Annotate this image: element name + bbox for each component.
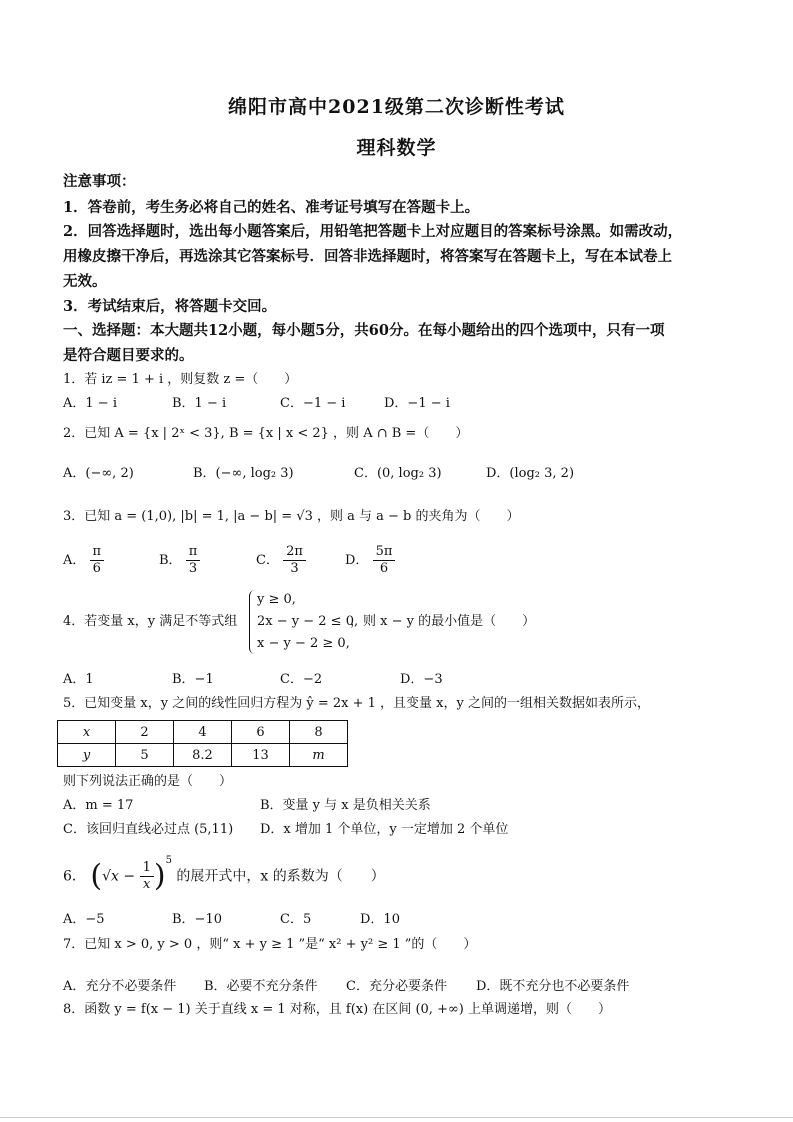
q4-option-a: A．1 <box>63 672 94 687</box>
data-table <box>57 720 348 767</box>
q2-option-d: D．(log₂ 3, 2) <box>486 466 575 481</box>
question-8-stem: 8．函数 y = f(x − 1) 关于直线 x = 1 对称，且 f(x) 在区间 (0, +∞) 上单调递增，则（ ） <box>63 1002 611 1017</box>
q3-option-d <box>345 544 395 577</box>
q5-option-c: C．该回归直线必过点 (5,11) <box>63 822 234 837</box>
q3-option-a-fraction: $\frac{\pi}{6}$ <box>90 544 105 577</box>
q4-constraint-3: x − y − 2 ≥ 0, <box>257 636 350 651</box>
section-heading: 一、选择题：本大题共12小题，每小题5分，共60分。在每小题给出的四个选项中，只有一项 <box>63 322 665 339</box>
question-2-stem: 2．已知 A = {x | 2ˣ < 3}, B = {x | x < 2} ，则 A ∩ B =（ ） <box>63 426 469 441</box>
q3-option-d-label: D． <box>345 553 369 568</box>
q3-option-c-fraction: $\frac{2\pi}{3}$ <box>283 544 306 577</box>
q6-fraction: $\frac{1}{x}$ <box>140 860 154 893</box>
q3-option-a-label: A． <box>63 553 86 568</box>
q4-option-b: B．−1 <box>172 672 214 687</box>
q4-option-c: C．−2 <box>280 672 323 687</box>
q6-option-a: A．−5 <box>63 912 105 927</box>
exam-subject: 理科数学 <box>356 137 437 159</box>
question-1-stem: 1．若 iz = 1 + i ，则复数 z =（ ） <box>63 372 298 387</box>
notice-item: 1．答卷前，考生务必将自己的姓名、准考证号填写在答题卡上。 <box>63 199 480 216</box>
q6-option-d: D．10 <box>360 912 400 927</box>
q6-label: 6． <box>63 868 86 885</box>
q2-option-c: C．(0, log₂ 3) <box>354 466 442 481</box>
q7-option-c: C．充分必要条件 <box>346 979 447 994</box>
notice-item: 用橡皮擦干净后，再选涂其它答案标号．回答非选择题时，将答案写在答题卡上，写在本试卷上 <box>63 248 672 265</box>
q3-option-b-label: B． <box>159 553 182 568</box>
question-6-stem: 6． (√x − $\frac{1}{x}$ )$^5$ 的展开式中，x 的系数为（ ） <box>63 854 385 894</box>
q7-option-a: A．充分不必要条件 <box>63 979 177 994</box>
q6-option-b: B．−10 <box>172 912 222 927</box>
q1-option-a: A．1 − i <box>63 396 117 411</box>
q1-option-d: D．−1 − i <box>384 396 450 411</box>
q5-option-d: D．x 增加 1 个单位，y 一定增加 2 个单位 <box>260 822 509 837</box>
q3-option-b <box>159 544 200 577</box>
table-cell: 6 <box>232 721 290 744</box>
table-row <box>58 744 348 767</box>
q3-option-d-fraction: $\frac{5\pi}{6}$ <box>373 544 396 577</box>
q5-option-a: A．m = 17 <box>63 798 134 813</box>
table-cell: x <box>58 721 116 744</box>
question-5-prompt: 则下列说法正确的是（ ） <box>63 774 233 789</box>
q1-option-c: C．−1 − i <box>280 396 346 411</box>
question-5-stem: 5．已知变量 x，y 之间的线性回归方程为 ŷ = 2x + 1 ，且变量 x，y 之间的一组相关数据如表所示， <box>63 696 650 711</box>
q7-option-b: B．必要不充分条件 <box>204 979 318 994</box>
question-7-stem: 7．已知 x > 0, y > 0 ，则“ x + y ≥ 1 ”是“ x² + y² ≥ 1 ”的（ ） <box>63 937 477 952</box>
section-heading-cont: 是符合题目要求的。 <box>63 347 194 364</box>
q1-option-b: B．1 − i <box>172 396 227 411</box>
q5-option-b: B．变量 y 与 x 是负相关关系 <box>260 798 431 813</box>
table-cell: 8.2 <box>174 744 232 767</box>
q2-option-a: A．(−∞, 2) <box>63 466 134 481</box>
notice-heading: 注意事项： <box>63 173 136 190</box>
question-4-stem-pre: 4．若变量 x，y 满足不等式组 <box>63 614 238 629</box>
notice-item: 2．回答选择题时，选出每小题答案后，用铅笔把答题卡上对应题目的答案标号涂黑。如需改动， <box>63 223 683 240</box>
page-bottom-rule <box>0 1117 793 1118</box>
table-cell: 8 <box>290 721 348 744</box>
table-cell: 4 <box>174 721 232 744</box>
q4-constraint-1: y ≥ 0, <box>257 592 296 607</box>
question-3-stem: 3．已知 a = (1,0), |b| = 1, |a − b| = √3 ，则 a 与 a − b 的夹角为（ ） <box>63 509 520 524</box>
exam-title: 绵阳市高中2021级第二次诊断性考试 <box>228 96 565 118</box>
q3-option-c <box>256 544 306 577</box>
q7-option-d: D．既不充分也不必要条件 <box>476 979 630 994</box>
table-cell: 13 <box>232 744 290 767</box>
table-row <box>58 721 348 744</box>
q3-option-b-fraction: $\frac{\pi}{3}$ <box>186 544 201 577</box>
q3-option-c-label: C． <box>256 553 279 568</box>
table-cell: 5 <box>116 744 174 767</box>
q4-constraint-2: 2x − y − 2 ≤ 0, <box>257 614 359 629</box>
q6-minus: − <box>123 868 136 885</box>
q6-sqrt-x: √x <box>102 868 119 885</box>
table-cell: m <box>290 744 348 767</box>
table-cell: y <box>58 744 116 767</box>
notice-item: 3．考试结束后，将答题卡交回。 <box>63 298 277 315</box>
q2-option-b: B．(−∞, log₂ 3) <box>193 466 294 481</box>
q6-power: 5 <box>165 854 172 866</box>
q6-option-c: C．5 <box>280 912 312 927</box>
q4-option-d: D．−3 <box>400 672 443 687</box>
q3-option-a <box>63 544 104 577</box>
notice-item: 无效。 <box>63 273 107 290</box>
table-cell: 2 <box>116 721 174 744</box>
q6-stem-post: 的展开式中，x 的系数为（ ） <box>176 868 385 885</box>
question-4-stem-post: ，则 x − y 的最小值是（ ） <box>350 614 536 629</box>
